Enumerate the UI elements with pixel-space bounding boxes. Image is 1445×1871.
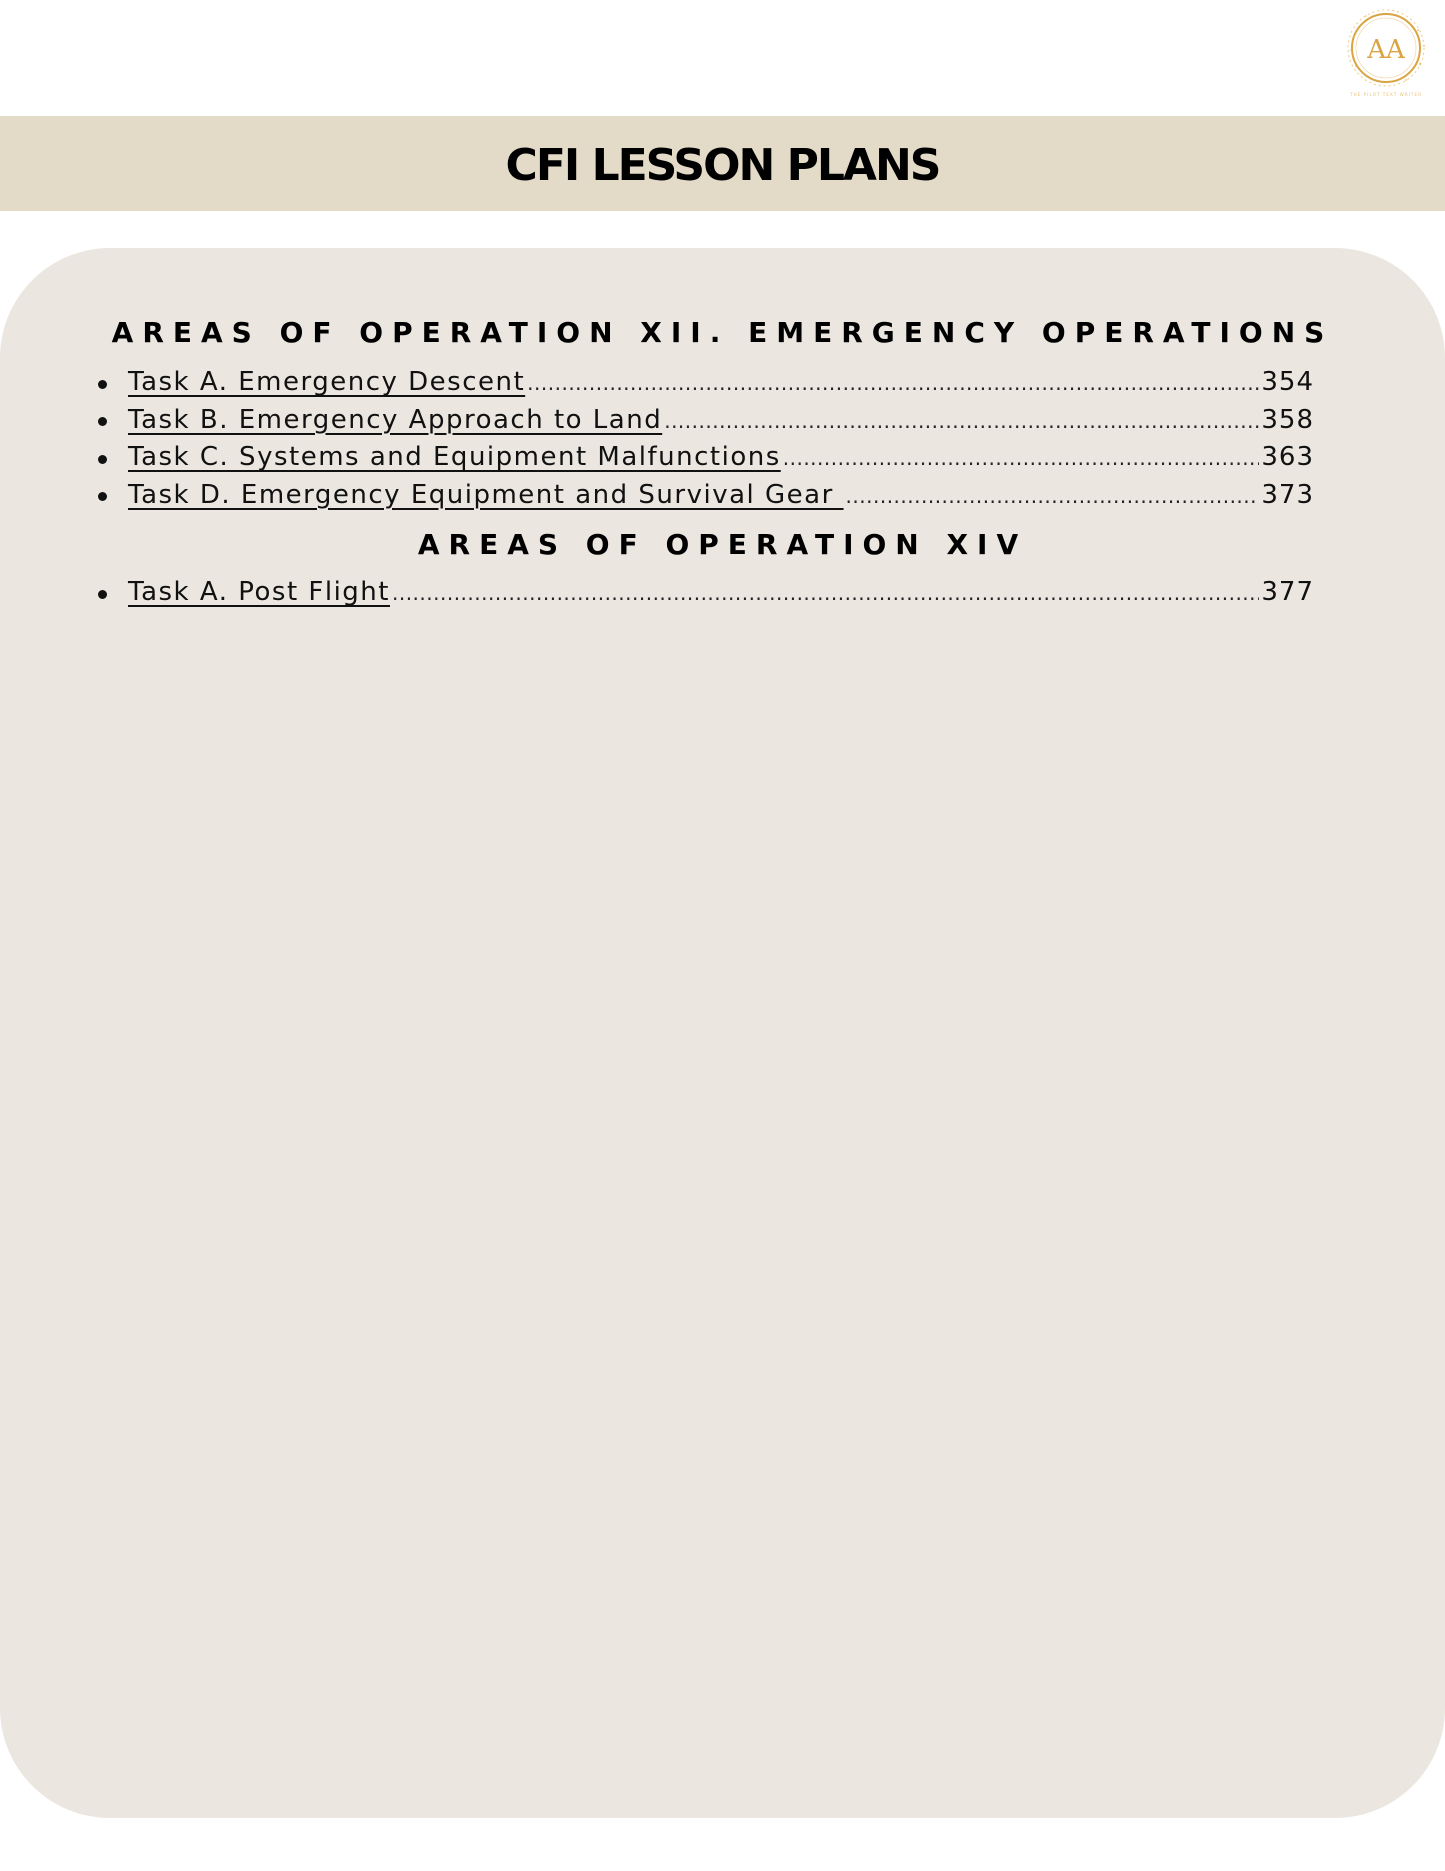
task-link-emergency-descent[interactable]: Task A. Emergency Descent xyxy=(128,367,526,397)
bullet-icon xyxy=(98,417,107,426)
toc-item xyxy=(0,477,1445,515)
toc-row xyxy=(128,477,1314,515)
toc-item xyxy=(0,574,1445,612)
page-number: 363 xyxy=(1261,442,1314,472)
toc-item xyxy=(0,439,1445,477)
logo-tagline: THE PILOT TEXT WRITER xyxy=(1349,92,1423,97)
toc-row xyxy=(128,364,1314,402)
toc-row xyxy=(128,402,1314,440)
header-band xyxy=(0,116,1445,211)
dot-leader xyxy=(664,403,1259,441)
toc-row xyxy=(128,574,1314,612)
toc-row xyxy=(128,439,1314,477)
toc-item xyxy=(0,402,1445,440)
page-number: 377 xyxy=(1261,577,1314,607)
toc-item xyxy=(0,364,1445,402)
page-number: 373 xyxy=(1261,479,1314,510)
dot-leader xyxy=(783,440,1260,478)
brand-logo xyxy=(1336,6,1436,106)
page-title: CFI LESSON PLANS xyxy=(505,140,940,191)
bullet-icon xyxy=(98,590,107,599)
task-link-systems-malfunctions[interactable]: Task C. Systems and Equipment Malfunctions xyxy=(128,442,781,472)
bullet-icon xyxy=(98,455,107,464)
task-link-survival-gear[interactable]: Task D. Emergency Equipment and Survival Gear xyxy=(128,479,844,510)
page-number: 358 xyxy=(1261,404,1314,435)
section-heading-area-xiv: AREAS OF OPERATION XIV xyxy=(417,528,1028,561)
bullet-icon xyxy=(98,492,107,501)
logo-monogram: AA xyxy=(1367,35,1405,65)
task-link-emergency-approach[interactable]: Task B. Emergency Approach to Land xyxy=(128,404,663,435)
section-heading-emergency-operations: AREAS OF OPERATION XII. EMERGENCY OPERATIONS xyxy=(111,316,1334,349)
logo-emblem-icon xyxy=(1336,6,1436,106)
dot-leader xyxy=(846,478,1260,516)
dot-leader xyxy=(392,575,1259,613)
task-link-post-flight[interactable]: Task A. Post Flight xyxy=(128,577,390,607)
toc-list-emergency-operations xyxy=(0,364,1445,514)
page-number: 354 xyxy=(1261,367,1314,397)
toc-list-area-xiv xyxy=(0,574,1445,612)
bullet-icon xyxy=(98,380,107,389)
dot-leader xyxy=(527,365,1259,403)
